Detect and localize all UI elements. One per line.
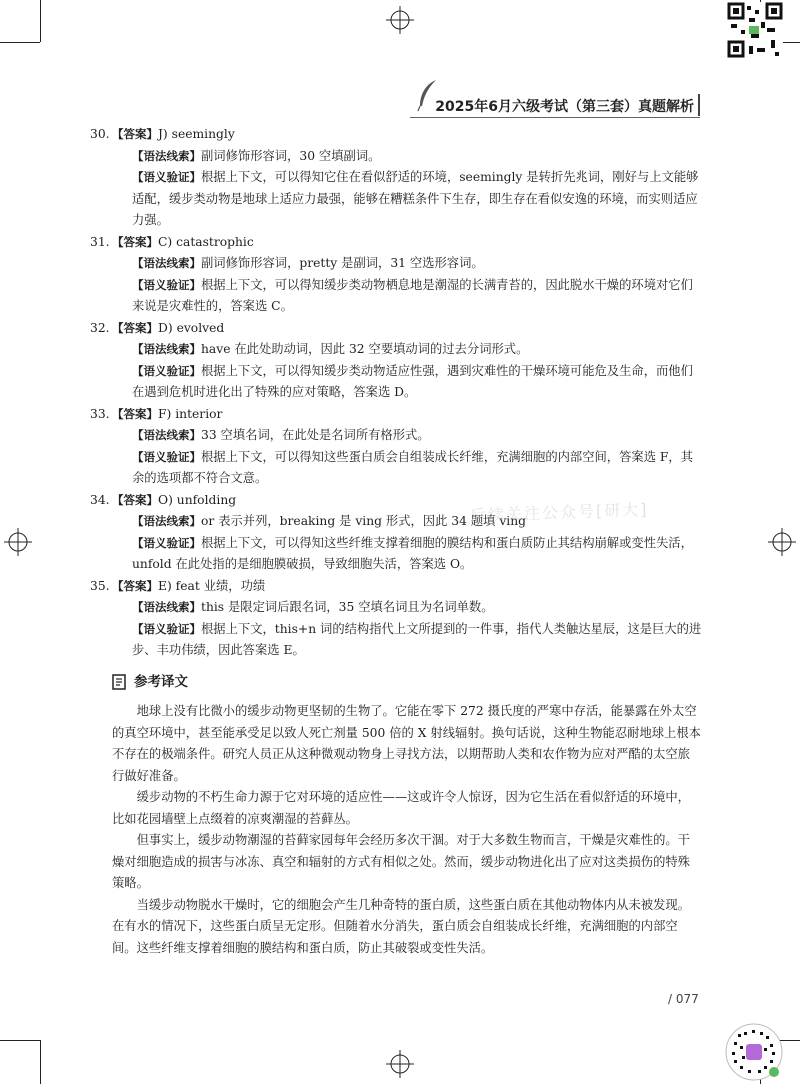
answer-tag: 【答案】 <box>112 406 158 421</box>
answer-item-31 <box>90 232 702 318</box>
line-text: 副词修饰形容词，pretty 是副词，31 空选形容词。 <box>201 256 484 270</box>
line-text: 根据上下文，this+n 词的结构指代上文所提到的一件事，指代人类触达星辰，这是巨大的进步、丰功伟绩，因此答案选 E。 <box>132 621 702 657</box>
header-rule <box>410 117 700 118</box>
line-text: 根据上下文，可以得知缓步类动物适应性强，遇到灾难性的干燥环境可能危及生命，而他们在遇到危机时进化出了特殊的应对策略，答案选 D。 <box>132 363 693 399</box>
registration-mark-icon <box>4 528 32 556</box>
answer-value: E) feat 业绩，功绩 <box>158 578 266 593</box>
line-tag: 【语义验证】 <box>132 277 201 292</box>
answer-item-33 <box>90 404 702 490</box>
line-text: 根据上下文，可以得知缓步类动物栖息地是潮湿的长满青苔的，因此脱水干燥的环境对它们来说是灾难性的，答案选 C。 <box>132 277 693 313</box>
answer-tag: 【答案】 <box>112 234 158 249</box>
answer-tag: 【答案】 <box>112 320 158 335</box>
watermark: 后续关注公众号[研大] <box>469 499 649 526</box>
qr-code-icon <box>727 2 783 58</box>
answer-head <box>90 404 702 426</box>
question-number: 30. <box>90 127 110 141</box>
translation-paragraph: 地球上没有比微小的缓步动物更坚韧的生物了。它能在零下 272 摄氏度的严寒中存活，能暴露在外太空的真空环境中，甚至能承受足以致人死亡剂量 500 倍的 X 射线辐射。换句话说，这种生物能忍耐地球上根本不存在的极端条件。研究人员正从这种微观动物身上寻找方法，以期帮助人类和农作物为应对严酷的太空旅行做好准备。 <box>112 704 701 783</box>
section-title: 参考译文 <box>134 673 188 690</box>
registration-mark-icon <box>768 528 796 556</box>
line-tag: 【语法线索】 <box>132 148 201 163</box>
main-content <box>90 124 702 959</box>
answer-item-30 <box>90 124 702 232</box>
line-text: 根据上下文，可以得知它住在看似舒适的环境，seemingly 是转折先兆词，刚好与上文能够适配，缓步类动物是地球上适应力最强，能够在糟糕条件下生存，即生存在看似安逸的环境，而实则适应力强。 <box>132 170 699 227</box>
question-number: 35. <box>90 578 110 593</box>
crop-mark <box>40 1040 41 1084</box>
translation-paragraph: 缓步动物的不朽生命力源于它对环境的适应性——这或许令人惊讶，因为它生活在看似舒适的环境中，比如花园墙壁上点缀着的凉爽潮湿的苔藓丛。 <box>112 790 690 826</box>
line-tag: 【语义验证】 <box>132 170 201 184</box>
line-tag: 【语义验证】 <box>132 535 201 550</box>
line-tag: 【语义验证】 <box>132 621 201 636</box>
answer-head <box>90 576 702 598</box>
answer-value: D) evolved <box>158 320 225 335</box>
crop-mark <box>0 42 40 43</box>
answer-value: O) unfolding <box>158 492 237 507</box>
line-tag: 【语法线索】 <box>132 514 201 528</box>
line-tag: 【语义验证】 <box>132 363 201 378</box>
line-text: have 在此处助动词，因此 32 空要填动词的过去分词形式。 <box>201 342 529 356</box>
crop-mark <box>0 1040 40 1041</box>
explanation-line <box>112 619 702 662</box>
question-number: 32. <box>90 320 110 335</box>
answer-item-35 <box>90 576 702 662</box>
line-tag: 【语法线索】 <box>132 600 201 614</box>
translation-paragraph: 但事实上，缓步动物潮湿的苔藓家园每年会经历多次干涸。对于大多数生物而言，干燥是灾难性的。干燥对细胞造成的损害与冰冻、真空和辐射的方式有相似之处。然而，缓步动物进化出了应对这类损伤的特殊策略。 <box>112 833 690 890</box>
line-text: or 表示并列，breaking 是 ving 形式，因此 34 题填 ving <box>201 514 527 528</box>
explanation-line <box>112 253 702 275</box>
header-title: 2025年6月六级考试（第三套）真题解析 <box>435 99 694 115</box>
answer-item-32 <box>90 318 702 404</box>
explanation-line <box>112 339 702 361</box>
line-text: 副词修饰形容词，30 空填副词。 <box>201 148 381 163</box>
explanation-line <box>112 167 702 232</box>
explanation-line <box>112 146 702 168</box>
line-tag: 【语法线索】 <box>132 342 201 356</box>
translation-paragraph: 当缓步动物脱水干燥时，它的细胞会产生几种奇特的蛋白质，这些蛋白质在其他动物体内从未被发现。在有水的情况下，这些蛋白质呈无定形。但随着水分消失，蛋白质会自组装成长纤维，充满细胞的内部空间。这些纤维支撑着细胞的膜结构和蛋白质，防止其破裂或变性失活。 <box>112 897 690 955</box>
question-number: 33. <box>90 406 110 421</box>
answer-value: C) catastrophic <box>158 234 254 249</box>
answer-tag: 【答案】 <box>112 127 158 141</box>
explanation-line <box>112 447 702 490</box>
answer-value: F) interior <box>158 406 223 421</box>
explanation-line <box>112 425 702 447</box>
line-text: this 是限定词后跟名词，35 空填名词且为名词单数。 <box>201 600 494 614</box>
explanation-line <box>112 533 702 576</box>
answer-tag: 【答案】 <box>112 492 158 507</box>
translation-heading <box>112 672 702 694</box>
line-text: 33 空填名词，在此处是名词所有格形式。 <box>201 428 430 442</box>
explanation-line <box>112 361 702 404</box>
line-tag: 【语义验证】 <box>132 449 201 464</box>
answer-head <box>90 232 702 254</box>
page-number: / 077 <box>668 992 699 1006</box>
question-number: 31. <box>90 234 110 249</box>
answer-head <box>90 318 702 340</box>
explanation-line <box>112 275 702 318</box>
registration-mark-icon <box>386 6 414 34</box>
crop-mark <box>40 0 41 42</box>
qr-code-icon <box>724 1022 784 1082</box>
document-icon <box>112 674 126 690</box>
question-number: 34. <box>90 492 110 507</box>
answer-head <box>90 124 702 146</box>
line-tag: 【语法线索】 <box>132 256 201 270</box>
line-text: 根据上下文，可以得知这些蛋白质会自组装成长纤维，充满细胞的内部空间，答案选 F，其余的选项都不符合文意。 <box>132 449 694 485</box>
header-divider <box>698 94 700 116</box>
registration-mark-icon <box>386 1050 414 1078</box>
line-text: 根据上下文，可以得知这些纤维支撑着细胞的膜结构和蛋白质防止其结构崩解或变性失活，unfold 在此处指的是细胞膜破损，导致细胞失活，答案选 O。 <box>132 535 693 571</box>
line-tag: 【语法线索】 <box>132 428 201 442</box>
page-header <box>410 92 700 118</box>
explanation-line <box>112 597 702 619</box>
answer-value: J) seemingly <box>158 127 235 141</box>
answer-tag: 【答案】 <box>112 578 158 593</box>
